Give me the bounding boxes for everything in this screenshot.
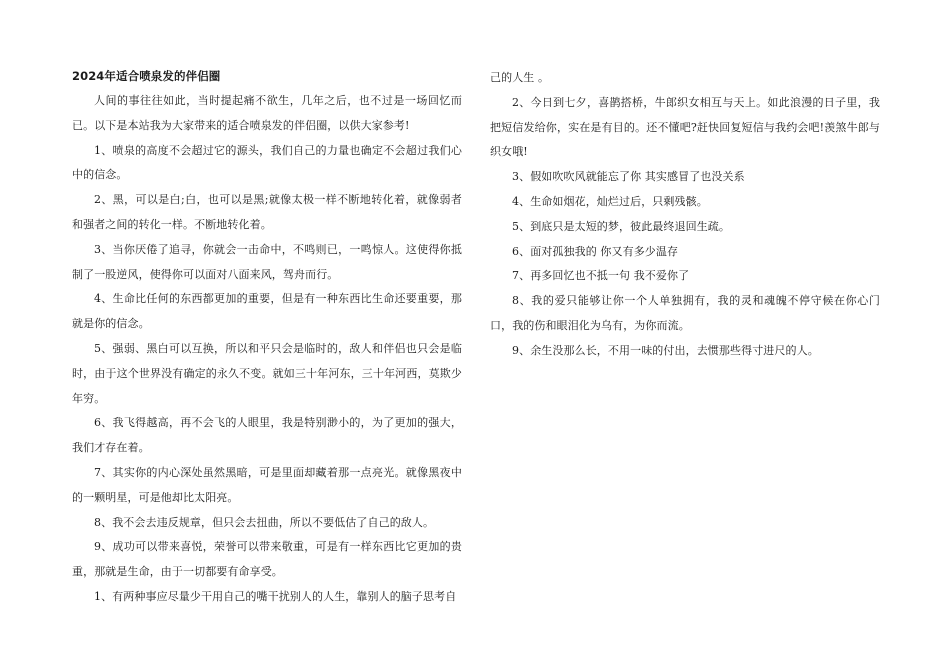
paragraph: 4、生命如烟花，灿烂过后，只剩残骸。 [512, 194, 708, 208]
paragraph: 5、到底只是太短的梦，彼此最终退回生疏。 [512, 219, 730, 233]
paragraph: 3、当你厌倦了追寻，你就会一击命中，不鸣则已，一鸣惊人。这使得你抵制了一股逆风，使得你可以面对八面来风，驾舟而行。 [72, 242, 462, 281]
paragraph: 7、其实你的内心深处虽然黑暗，可是里面却藏着那一点亮光。就像黑夜中的一颗明星，可是他却比太阳亮。 [72, 465, 462, 504]
intro-paragraph: 人间的事往往如此，当时提起痛不欲生，几年之后，也不过是一场回忆而已。以下是本站我为大家带来的适合喷泉发的伴侣圈，以供大家参考! [72, 94, 462, 132]
paragraph: 1、有两种事应尽量少干用自己的嘴干扰别人的人生，靠别人的脑子思考自 [94, 589, 457, 603]
continued-line: 己的人生 。 [490, 71, 550, 84]
paragraph: 5、强弱、黑白可以互换，所以和平只会是临时的，敌人和伴侣也只会是临时，由于这个世界没有确定的永久不变。就如三十年河东，三十年河西，莫欺少年穷。 [72, 341, 462, 405]
paragraph: 2、黑，可以是白;白，也可以是黑;就像太极一样不断地转化着，就像弱者和强者之间的转化一样。不断地转化着。 [72, 193, 462, 231]
paragraph: 6、我飞得越高，再不会飞的人眼里，我是特别渺小的，为了更加的强大，我们才存在着。 [72, 416, 462, 455]
paragraph: 9、余生没那么长，不用一味的付出，去惯那些得寸进尺的人。 [512, 343, 819, 357]
paragraph: 6、面对孤独我的 你又有多少温存 [512, 244, 679, 258]
left-column [72, 66, 462, 610]
page-title: 2024年适合喷泉发的伴侣圈 [72, 69, 221, 83]
right-column [490, 66, 880, 364]
paragraph: 8、我的爱只能够让你一个人单独拥有，我的灵和魂魄不停守候在你心门口，我的伤和眼泪化为乌有，为你而流。 [490, 294, 880, 332]
paragraph: 8、我不会去违反规章，但只会去扭曲，所以不要低估了自己的敌人。 [94, 515, 435, 529]
paragraph: 9、成功可以带来喜悦，荣誉可以带来敬重，可是有一样东西比它更加的贵重，那就是生命，由于一切都要有命享受。 [72, 540, 462, 579]
paragraph: 2、今日到七夕，喜鹊搭桥，牛郎织女相互与天上。如此浪漫的日子里，我把短信发给你，实在是有目的。还不懂吧?赶快回复短信与我约会吧!羡煞牛郎与织女哦! [490, 95, 880, 159]
paragraph: 4、生命比任何的东西都更加的重要，但是有一种东西比生命还要重要，那就是你的信念。 [72, 292, 462, 331]
paragraph: 7、再多回忆也不抵一句 我不爱你了 [512, 269, 690, 283]
paragraph: 3、假如吹吹风就能忘了你 其实感冒了也没关系 [512, 170, 745, 184]
paragraph: 1、喷泉的高度不会超过它的源头，我们自己的力量也确定不会超过我们心中的信念。 [72, 143, 462, 182]
